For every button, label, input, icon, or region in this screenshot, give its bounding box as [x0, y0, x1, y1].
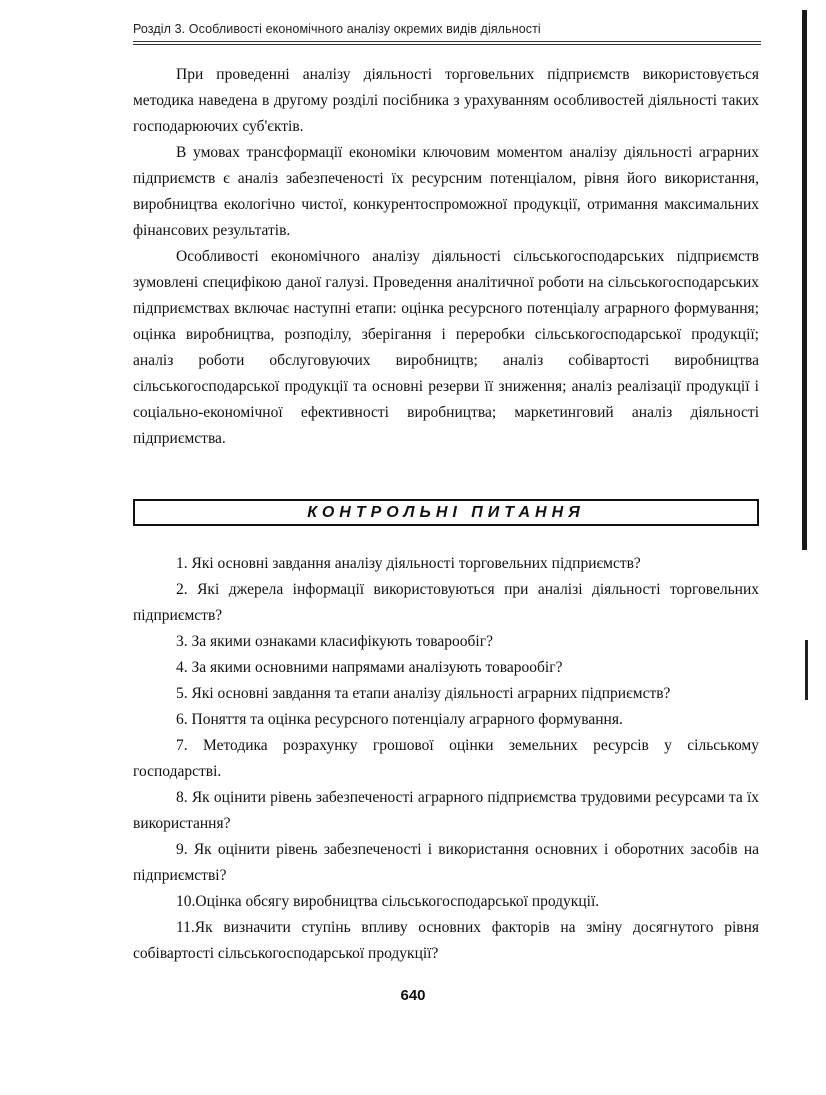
page-number: 640: [400, 987, 426, 1004]
question-item: 1. Які основні завдання аналізу діяльності торговельних підприємств?: [176, 555, 641, 572]
header-rule-bottom: [133, 44, 761, 45]
question-item: 8. Як оцінити рівень забезпеченості аграрного підприємства трудовими ресурсами та їх використання?: [133, 789, 759, 832]
paragraph: Особливості економічного аналізу діяльності сільськогосподарських підприємств зумовлені специфікою даної галузі. Проведення аналітичної роботи на сільськогосподарських підприємствах включає наступні етапи: оцінка ресурсного потенціалу аграрного формування; оцінка виробництва, розподілу, зберігання і переробки сільськогосподарської продукції; аналіз роботи обслуговуючих виробництв; аналіз собівартості виробництва сільськогосподарської продукції та основні резерви її зниження; аналіз реалізації продукції і соціально-економічної ефективності виробництва; маркетинговий аналіз діяльності підприємства.: [133, 248, 759, 447]
header-rule-top: [133, 41, 761, 42]
paragraph: При проведенні аналізу діяльності торговельних підприємств використовується методика наведена в другому розділі посібника з урахуванням особливостей діяльності таких господарюючих суб'єктів.: [133, 66, 759, 135]
question-item: 7. Методика розрахунку грошової оцінки земельних ресурсів у сільському господарстві.: [133, 737, 759, 780]
scan-edge-mark: [802, 10, 807, 550]
running-header: Розділ 3. Особливості економічного аналізу окремих видів діяльності: [133, 22, 541, 36]
question-item: 4. За якими основними напрямами аналізують товарообіг?: [176, 659, 563, 676]
intro-text: [133, 62, 759, 452]
question-item: 5. Які основні завдання та етапи аналізу діяльності аграрних підприємств?: [176, 685, 671, 702]
questions-list: [133, 551, 759, 967]
paragraph: В умовах трансформації економіки ключовим моментом аналізу діяльності аграрних підприємств є аналіз забезпеченості їх ресурсним потенціалом, рівня його використання, виробництва екологічно чистої, конкурентоспроможної продукції, отримання максимальних фінансових результатів.: [133, 144, 759, 239]
question-item: 2. Які джерела інформації використовуються при аналізі діяльності торговельних підприємств?: [133, 581, 759, 624]
section-title: КОНТРОЛЬНІ ПИТАННЯ: [307, 504, 585, 521]
question-item: 3. За якими ознаками класифікують товарообіг?: [176, 633, 493, 650]
question-item: 10.Оцінка обсягу виробництва сільськогосподарської продукції.: [176, 893, 600, 910]
scan-edge-mark-lower: [805, 640, 808, 700]
section-title-box: [133, 499, 759, 526]
question-item: 6. Поняття та оцінка ресурсного потенціалу аграрного формування.: [176, 711, 623, 728]
question-item: 11.Як визначити ступінь впливу основних факторів на зміну досягнутого рівня собівартості сільськогосподарської продукції?: [133, 919, 759, 962]
question-item: 9. Як оцінити рівень забезпеченості і використання основних і оборотних засобів на підприємстві?: [133, 841, 759, 884]
